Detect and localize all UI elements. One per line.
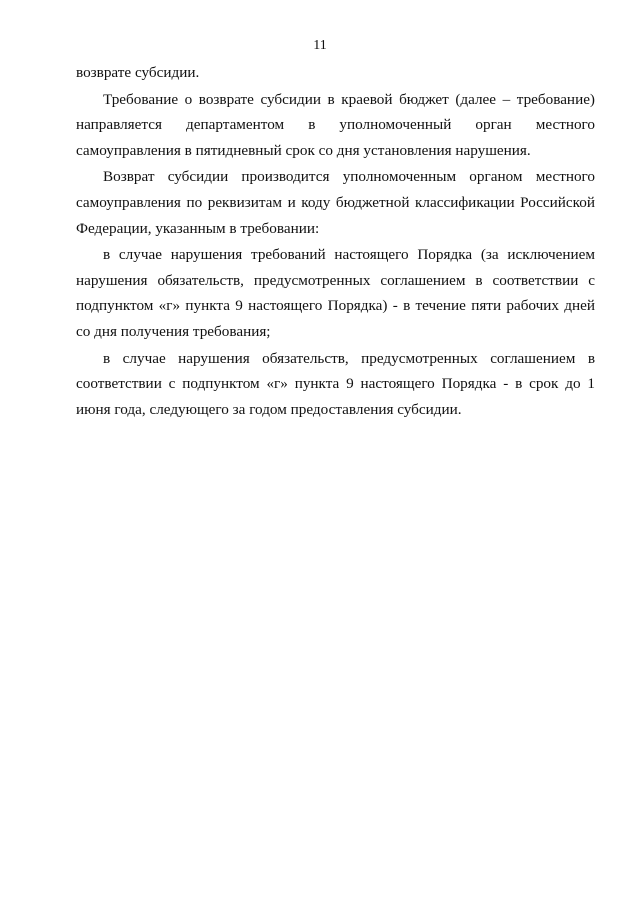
paragraph-violation-obligations: в случае нарушения обязательств, предусмотренных соглашением в соответствии с подпунктом «г» пункта 9 настоящего Порядка - в срок до 1 июня года, следующего за годом предоставления субсидии. bbox=[76, 349, 595, 418]
paragraph-return-demand: Требование о возврате субсидии в краевой бюджет (далее – требование) направляется департаментом в уполномоченный орган местного самоуправления в пятидневный срок со дня установления нарушения. bbox=[76, 90, 595, 159]
paragraph-violation-requirements: в случае нарушения требований настоящего Порядка (за исключением нарушения обязательств, предусмотренных соглашением в соответствии с подпунктом «г» пункта 9 настоящего Порядка) - в течение пяти рабочих дней со дня получения требования; bbox=[76, 246, 595, 340]
document-body bbox=[76, 60, 595, 422]
paragraph-return-procedure: Возврат субсидии производится уполномоченным органом местного самоуправления по реквизитам и коду бюджетной классификации Российской Федерации, указанным в требовании: bbox=[76, 168, 595, 237]
paragraph-continuation: возврате субсидии. bbox=[76, 64, 200, 81]
page-number: 11 bbox=[313, 38, 327, 53]
